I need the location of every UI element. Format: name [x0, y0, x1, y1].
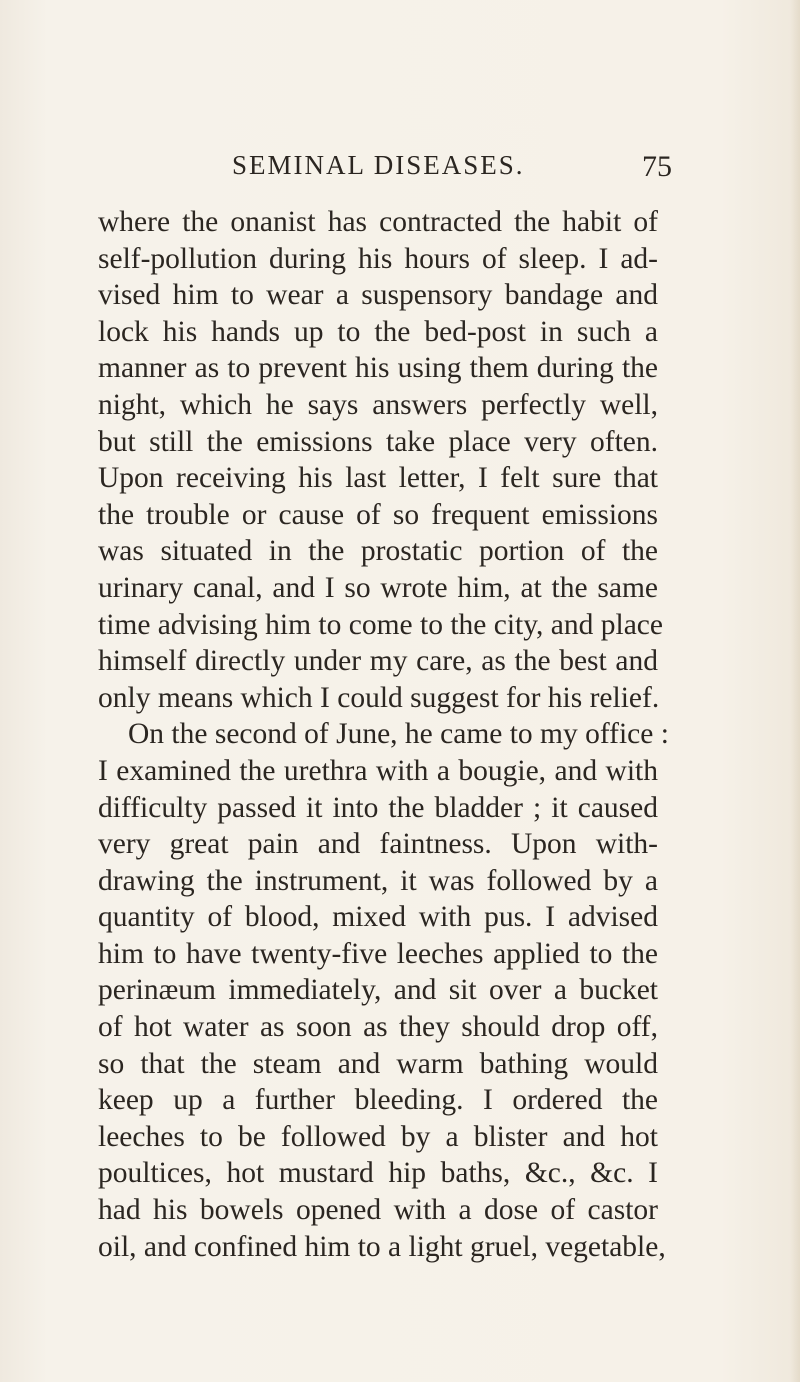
text-line: self-pollution during his hours of sleep. I ad-	[98, 242, 658, 275]
paragraph-start-line: On the second of June, he came to my office :	[128, 718, 669, 751]
text-line: drawing the instrument, it was followed by a	[98, 864, 658, 897]
text-line: keep up a further bleeding. I ordered the	[98, 1084, 658, 1117]
text-line: him to have twenty-five leeches applied to the	[98, 937, 658, 970]
running-title: SEMINAL DISEASES.	[232, 150, 525, 180]
text-line: leeches to be followed by a blister and hot	[98, 1120, 658, 1153]
text-line: vised him to wear a suspensory bandage and	[98, 279, 658, 312]
text-line: night, which he says answers perfectly well,	[98, 388, 658, 421]
text-line: oil, and confined him to a light gruel, vegetable,	[98, 1230, 666, 1263]
page-number: 75	[642, 150, 672, 183]
text-line: I examined the urethra with a bougie, and with	[98, 754, 658, 787]
text-line: himself directly under my care, as the best and	[98, 645, 658, 678]
text-line: quantity of blood, mixed with pus. I advised	[98, 901, 658, 934]
text-line: so that the steam and warm bathing would	[98, 1047, 658, 1080]
running-head	[232, 150, 672, 190]
text-line: only means which I could suggest for his relief.	[98, 681, 660, 714]
body-text	[98, 204, 669, 1265]
text-line: manner as to prevent his using them during the	[98, 352, 658, 385]
text-line: of hot water as soon as they should drop off,	[98, 1011, 658, 1044]
text-line: where the onanist has contracted the habit of	[98, 206, 658, 238]
text-line: had his bowels opened with a dose of castor	[98, 1194, 658, 1227]
text-line: urinary canal, and I so wrote him, at the same	[98, 571, 658, 604]
text-line: difficulty passed it into the bladder ; it caused	[98, 791, 658, 824]
text-line: the trouble or cause of so frequent emissions	[98, 498, 658, 531]
text-line: was situated in the prostatic portion of the	[98, 535, 658, 568]
text-line: perinæum immediately, and sit over a bucket	[98, 974, 658, 1007]
page-edge-shadow	[790, 0, 800, 1382]
text-line: poultices, hot mustard hip baths, &c., &c. I	[98, 1157, 658, 1190]
text-line: lock his hands up to the bed-post in such a	[98, 315, 658, 348]
text-line: but still the emissions take place very often.	[98, 425, 658, 458]
text-line: time advising him to come to the city, and place	[98, 608, 663, 641]
text-line: Upon receiving his last letter, I felt sure that	[98, 462, 658, 495]
text-line: very great pain and faintness. Upon with-	[98, 828, 658, 861]
